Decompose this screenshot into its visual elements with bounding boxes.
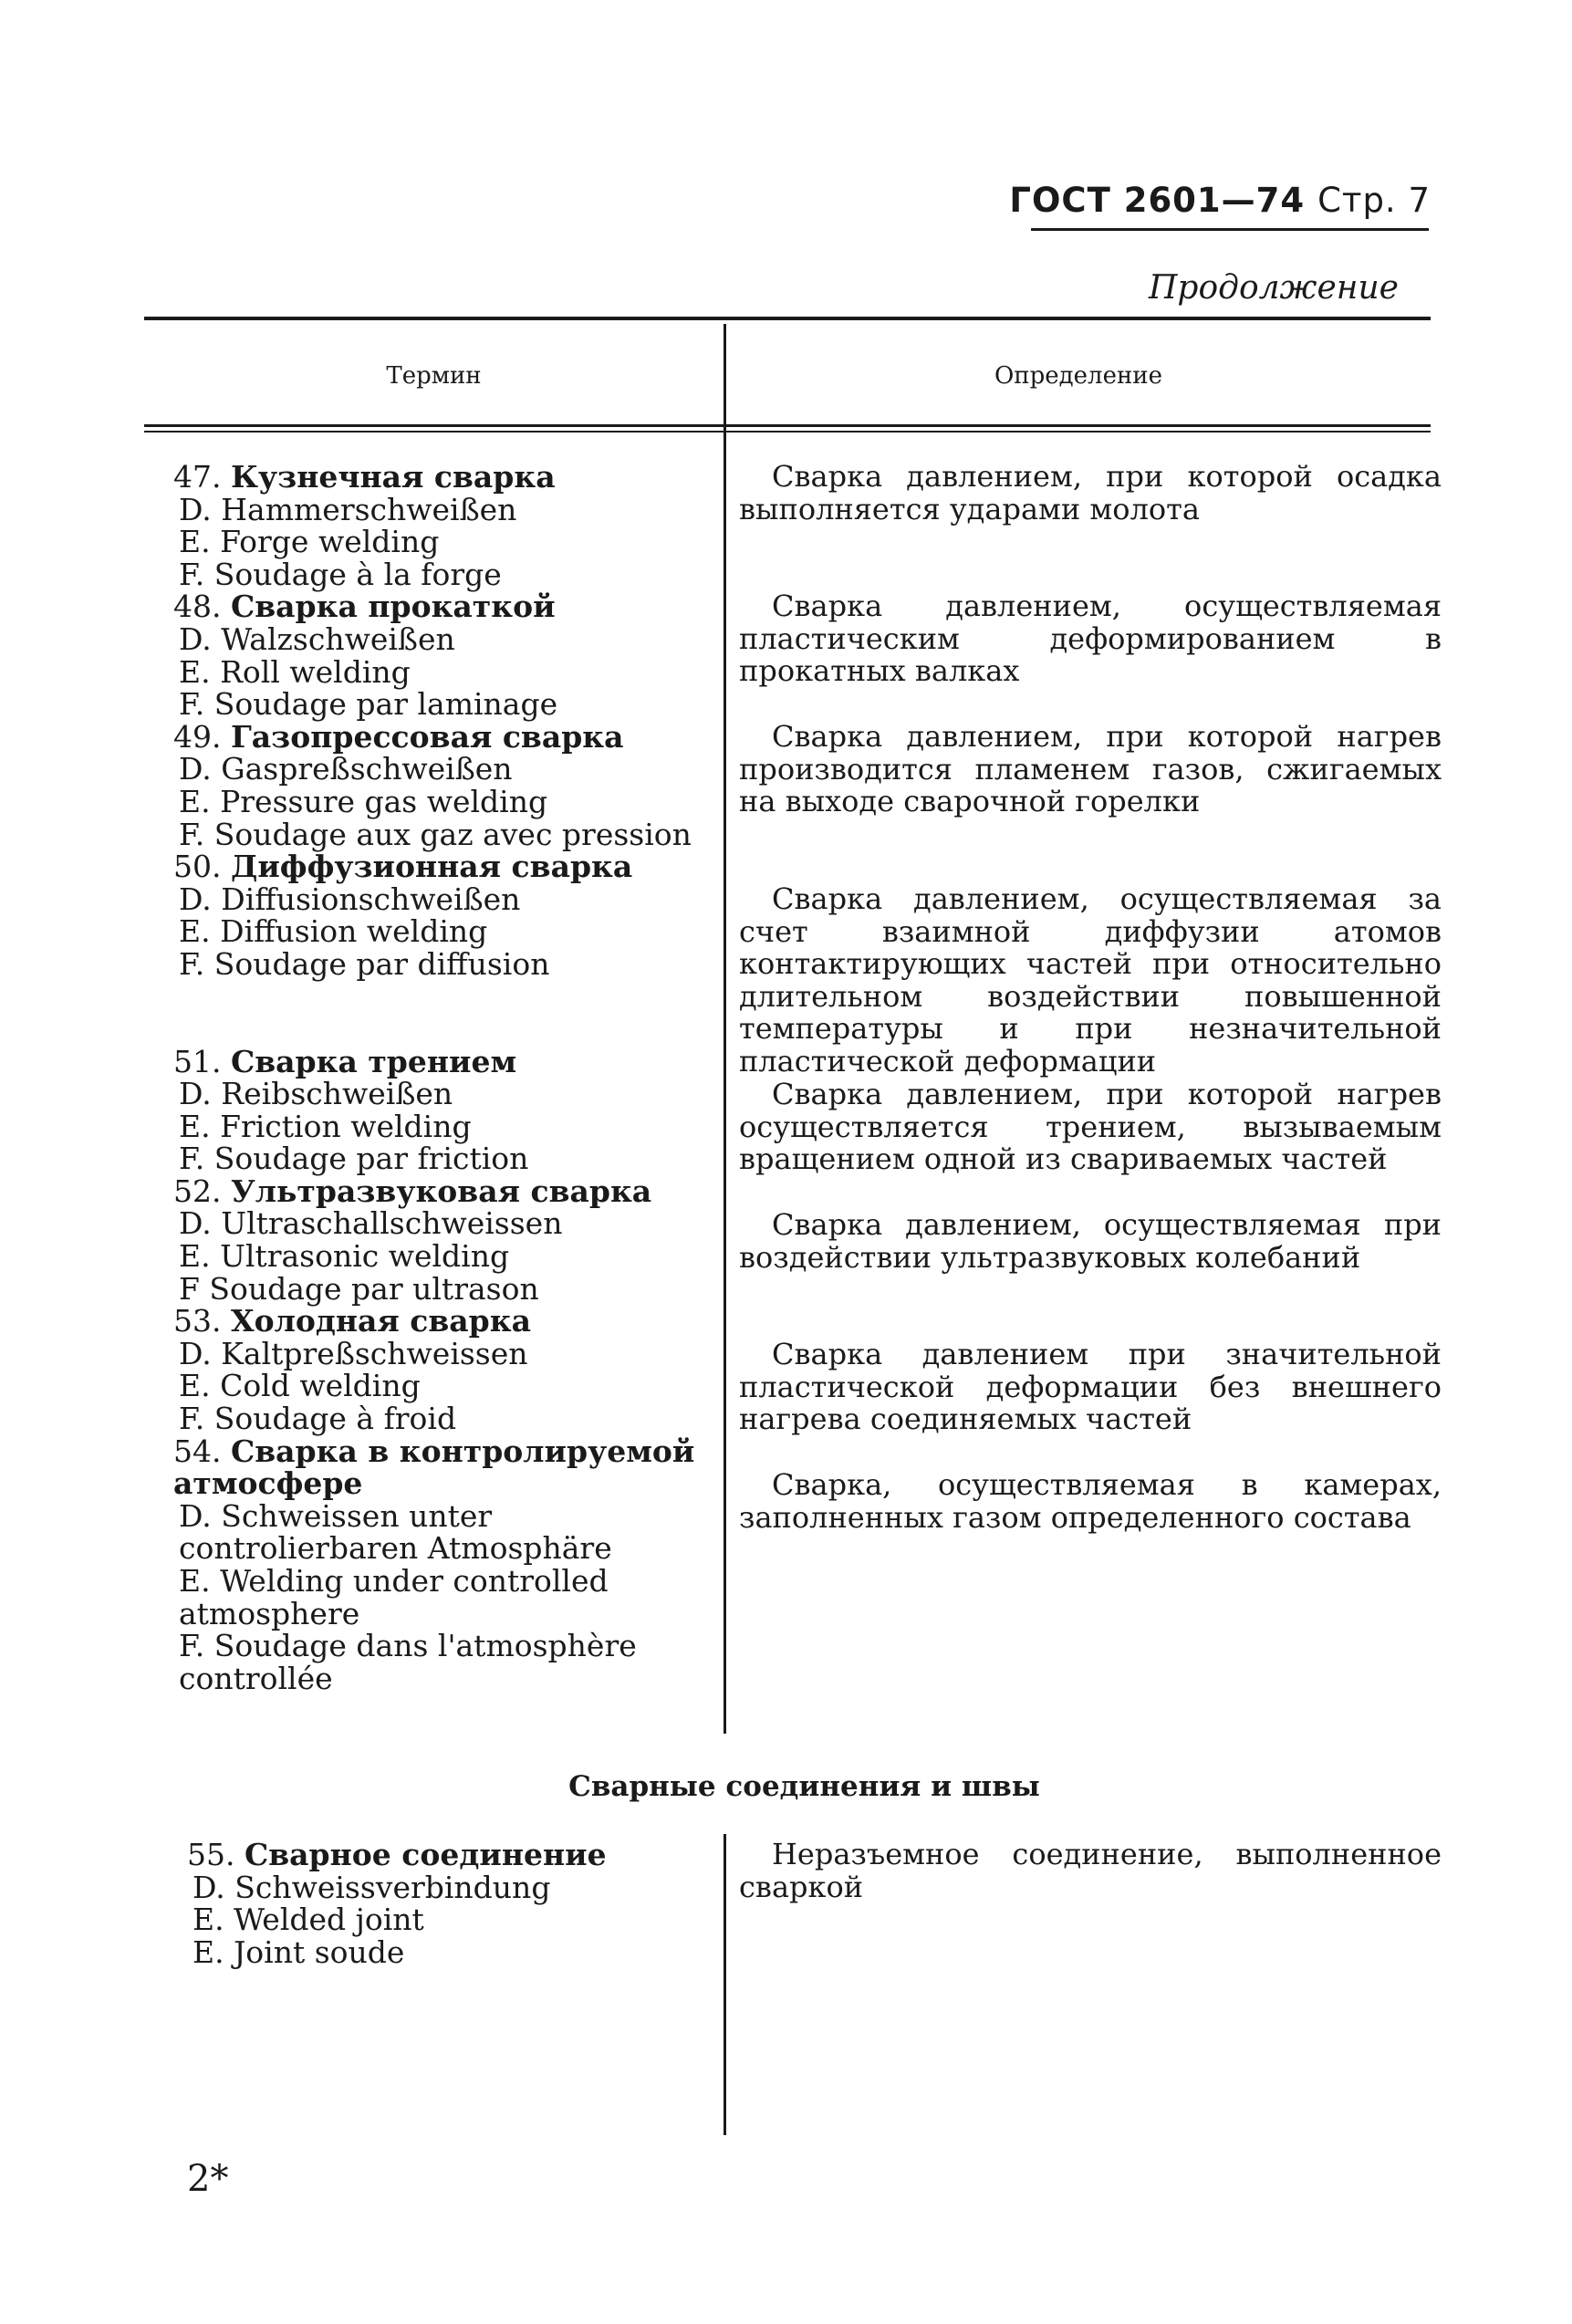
term-en: E. Forge welding — [179, 524, 440, 560]
term-number: 54. — [173, 1433, 222, 1469]
term-fr: F. Soudage à froid — [179, 1401, 457, 1437]
term-en: E. Cold welding — [179, 1368, 421, 1404]
term-de: D. Schweissen unter controlierbaren Atmosphäre — [179, 1497, 612, 1567]
term-de: D. Reibschweißen — [179, 1076, 453, 1112]
term-number: 52. — [173, 1172, 222, 1209]
term-de: D. Schweissverbindung — [193, 1869, 551, 1905]
term-en: E. Ultrasonic welding — [179, 1238, 510, 1275]
table-top-rule — [144, 317, 1431, 320]
term-fr: F. Soudage dans l'atmosphère controllée — [179, 1628, 637, 1696]
term-name: Сварка трением — [230, 1043, 517, 1079]
term-number: 50. — [173, 849, 222, 885]
term-number: 51. — [173, 1043, 222, 1079]
signature-mark: 2* — [187, 2158, 229, 2200]
term-name: Газопрессовая сварка — [230, 718, 624, 755]
column-header-definition: Определение — [994, 362, 1163, 390]
header-bottom-rule-2 — [144, 431, 1431, 432]
term-fr: F. Soudage à la forge — [179, 556, 502, 592]
term-number: 49. — [173, 718, 222, 755]
term-name: Ультразвуковая сварка — [230, 1172, 652, 1209]
term-de: D. Walzschweißen — [179, 620, 455, 657]
definition-53: Сварка давлением при значительной пластической деформации без внешнего нагрева соединяемых частей — [739, 1337, 1442, 1437]
term-fr: E. Joint soude — [193, 1933, 405, 1970]
term-entry-52 — [173, 1172, 703, 1307]
column-divider — [724, 324, 726, 1734]
term-name: Холодная сварка — [230, 1303, 531, 1339]
term-de: D. Ultraschallschweissen — [179, 1205, 563, 1242]
term-en: E. Welded joint — [193, 1902, 424, 1938]
term-fr: F Soudage par ultrason — [179, 1270, 539, 1307]
term-fr: F. Soudage par laminage — [179, 686, 558, 723]
term-entry-48 — [173, 589, 703, 723]
term-fr: F. Soudage par diffusion — [179, 945, 550, 982]
term-name: Диффузионная сварка — [230, 849, 633, 885]
header-rule — [1031, 228, 1429, 231]
term-de: D. Kaltpreßschweissen — [179, 1335, 528, 1371]
term-entry-54 — [173, 1435, 703, 1695]
definition-49: Сварка давлением, при которой нагрев производится пламенем газов, сжигаемых на выходе сварочной горелки — [739, 719, 1442, 819]
term-name: Кузнечная сварка — [230, 459, 556, 495]
section-definition-column — [739, 1839, 1442, 1903]
definition-55: Неразъемное соединение, выполненное сваркой — [739, 1837, 1442, 1904]
term-name: Сварное соединение — [244, 1837, 607, 1872]
term-en: E. Diffusion welding — [179, 913, 488, 950]
term-entry-51 — [173, 1043, 703, 1177]
term-de: D. Diffusionschweißen — [179, 881, 521, 917]
definition-48: Сварка давлением, осуществляемая пластическим деформированием в прокатных валках — [739, 589, 1442, 689]
section-column-divider — [724, 1834, 726, 2135]
definition-47: Сварка давлением, при которой осадка выполняется ударами молота — [739, 459, 1442, 526]
standard-number: ГОСТ 2601—74 — [1009, 181, 1306, 220]
term-number: 53. — [173, 1303, 222, 1339]
term-number: 47. — [173, 459, 222, 495]
term-column — [173, 461, 703, 1694]
term-de: D. Hammerschweißen — [179, 491, 517, 527]
definition-54: Сварка, осуществляемая в камерах, заполненных газом определенного состава — [739, 1467, 1442, 1535]
term-fr: F. Soudage aux gaz avec pression — [179, 816, 692, 852]
document-header — [1009, 181, 1431, 220]
column-header-term: Термин — [386, 362, 482, 390]
term-de: D. Gaspreßschweißen — [179, 751, 513, 787]
section-title: Сварные соединения и швы — [568, 1770, 1040, 1803]
continuation-label: Продолжение — [1149, 269, 1399, 307]
term-number: 48. — [173, 589, 222, 625]
term-en: E. Roll welding — [179, 653, 411, 690]
term-name: Сварка прокаткой — [230, 589, 556, 625]
definition-50: Сварка давлением, осуществляемая за счет взаимной диффузии атомов контактирующих частей при относительно длительном воздействии повышенной температуры и при незначительной пластической деформации — [739, 881, 1442, 1079]
header-bottom-rule — [144, 424, 1431, 427]
term-entry-55 — [187, 1839, 716, 1968]
term-en: E. Friction welding — [179, 1108, 472, 1144]
term-name: Сварка в контролируемой атмосфере — [173, 1433, 695, 1502]
page-number: Стр. 7 — [1317, 181, 1431, 220]
term-number: 55. — [187, 1837, 235, 1872]
term-en: E. Welding under controlled atmosphere — [179, 1563, 609, 1631]
definition-52: Сварка давлением, осуществляемая при воздействии ультразвуковых колебаний — [739, 1207, 1442, 1275]
definition-51: Сварка давлением, при которой нагрев осуществляется трением, вызываемым вращением одной из свариваемых частей — [739, 1077, 1442, 1177]
term-entry-50 — [173, 850, 703, 980]
term-en: E. Pressure gas welding — [179, 783, 548, 819]
term-fr: F. Soudage par friction — [179, 1141, 529, 1177]
term-entry-49 — [173, 718, 703, 852]
term-entry-47 — [173, 461, 703, 590]
section-term-column — [187, 1839, 716, 1968]
term-entry-53 — [173, 1303, 703, 1437]
